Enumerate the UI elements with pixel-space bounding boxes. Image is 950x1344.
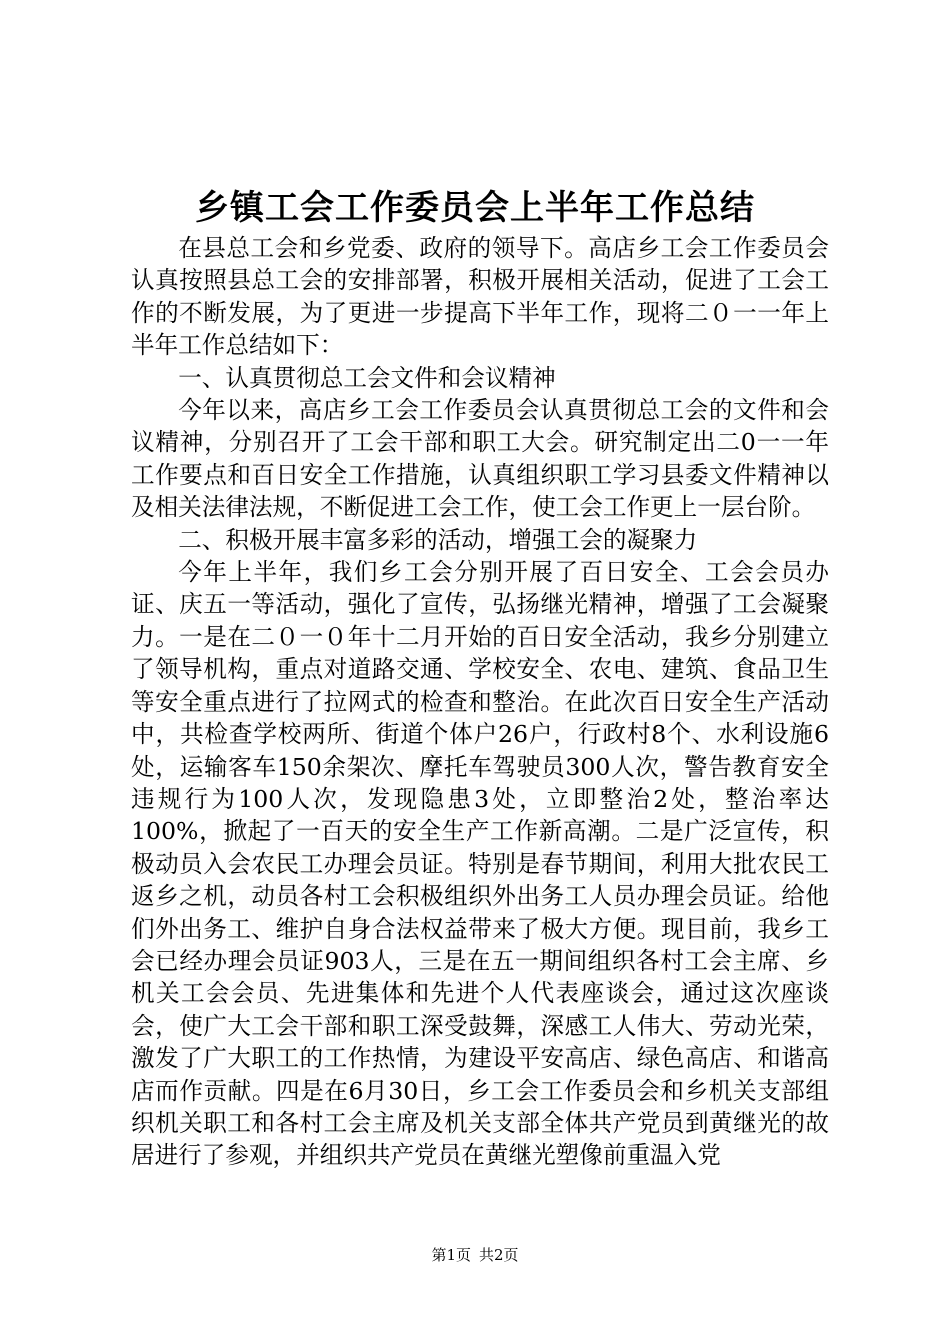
intro-paragraph: 在县总工会和乡党委、政府的领导下。高店乡工会工作委员会认真按照县总工会的安排部署，积极开展相关活动，促进了工会工作的不断发展，为了更进一步提高下半年工作，现将二０一一年上半年工作总结如下： [131, 234, 829, 360]
document-title: 乡镇工会工作委员会上半年工作总结 [195, 188, 755, 228]
page-number-total: 共2页 [479, 1246, 519, 1264]
section-heading-1: 一、认真贯彻总工会文件和会议精神 [178, 363, 556, 392]
section-heading-2: 二、积极开展丰富多彩的活动，增强工会的凝聚力 [178, 525, 698, 554]
page-number-current: 第1页 [431, 1246, 471, 1264]
section-2-paragraph: 今年上半年，我们乡工会分别开展了百日安全、工会会员办证、庆五一等活动，强化了宣传，弘扬继光精神，增强了工会凝聚力。一是在二０一０年十二月开始的百日安全活动，我乡分别建立了领导机构，重点对道路交通、学校安全、农电、建筑、食品卫生等安全重点进行了拉网式的检查和整治。在此次百日安全生产活动中，共检查学校两所、街道个体户26户，行政村8个、水利设施6处，运输客车150余架次、摩托车驾驶员300人次，警告教育安全违规行为100人次，发现隐患3处，立即整治2处，整治率达100%，掀起了一百天的安全生产工作新高潮。二是广泛宣传，积极动员入会农民工办理会员证。特别是春节期间，利用大批农民工返乡之机，动员各村工会积极组织外出务工人员办理会员证。给他们外出务工、维护自身合法权益带来了极大方便。现目前，我乡工会已经办理会员证903人，三是在五一期间组织各村工会主席、乡机关工会会员、先进集体和先进个人代表座谈会，通过这次座谈会，使广大工会干部和职工深受鼓舞，深感工人伟大、劳动光荣，激发了广大职工的工作热情，为建设平安高店、绿色高店、和谐高店而作贡献。四是在6月30日，乡工会工作委员会和乡机关支部组织机关职工和各村工会主席及机关支部全体共产党员到黄继光的故居进行了参观，并组织共产党员在黄继光塑像前重温入党 [131, 558, 829, 1170]
document-body [131, 232, 829, 1172]
section-1-paragraph: 今年以来，高店乡工会工作委员会认真贯彻总工会的文件和会议精神，分别召开了工会干部和职工大会。研究制定出二0一一年工作要点和百日安全工作措施，认真组织职工学习县委文件精神以及相关法律法规，不断促进工会工作，使工会工作更上一层台阶。 [131, 396, 829, 522]
page-footer [0, 1244, 950, 1266]
